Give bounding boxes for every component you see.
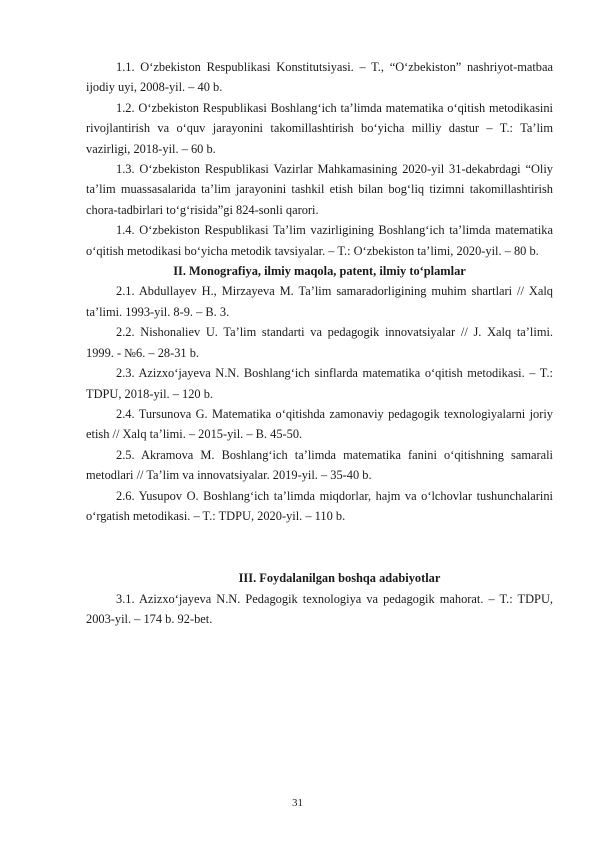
reference-entry-2-4: 2.4. Tursunova G. Matematika o‘qitishda zamonaviy pedagogik texnologiyalarni joriy etish // Xalq ta’limi. – 2015-yil. – B. 45-50. — [86, 406, 553, 442]
reference-entry-1-4: 1.4. O‘zbekiston Respublikasi Ta’lim vazirligining Boshlang‘ich ta’limda matematika o‘qitish metodikasi bo‘yicha metodik tavsiyalar. – T.: O‘zbekiston ta’limi, 2020-yil. – 80 b. — [86, 223, 553, 258]
reference-entry-2-3: 2.3. Azizxo‘jayeva N.N. Boshlang‘ich sinflarda matematika o‘qitish metodikasi. – T.: TDPU, 2018-yil. – 120 b. — [86, 366, 553, 401]
reference-list — [86, 57, 553, 630]
page-number: 31 — [292, 797, 303, 809]
reference-entry-3-1: 3.1. Azizxo‘jayeva N.N. Pedagogik texnologiya va pedagogik mahorat. – T.: TDPU, 2003-yil. – 174 b. 92-bet. — [86, 591, 553, 627]
reference-entry-2-2: 2.2. Nishonaliev U. Ta’lim standarti va pedagogik innovatsiyalar // J. Xalq ta’limi. 1999. - №6. – 28-31 b. — [86, 325, 553, 360]
section-heading-2: II. Monografiya, ilmiy maqola, patent, ilmiy to‘plamlar — [173, 264, 466, 279]
reference-entry-1-1: 1.1. O‘zbekiston Respublikasi Konstitutsiyasi. – T., “O‘zbekiston” nashriyot-matbaa ijodiy uyi, 2008-yil. – 40 b. — [86, 60, 553, 95]
section-heading-3: III. Foydalanilgan boshqa adabiyotlar — [238, 571, 441, 586]
reference-entry-2-1: 2.1. Abdullayev H., Mirzayeva M. Ta’lim samaradorligining muhim shartlari // Xalq ta’limi. 1993-yil. 8-9. – B. 3. — [86, 284, 553, 319]
reference-entry-2-6: 2.6. Yusupov O. Boshlang‘ich ta’limda miqdorlar, hajm va o‘lchovlar tushunchalarini o‘rgatish metodikasi. – T.: TDPU, 2020-yil. – 110 b. — [86, 488, 553, 523]
reference-entry-1-2: 1.2. O‘zbekiston Respublikasi Boshlang‘ich ta’limda matematika o‘qitish metodikasini rivojlantirish va o‘quv jarayonini takomillashtirish bo‘yicha milliy dastur – T.: Ta’lim vazirligi, 2018-yil. – 60 b. — [86, 100, 553, 156]
reference-entry-1-3: 1.3. O‘zbekiston Respublikasi Vazirlar Mahkamasining 2020-yil 31-dekabrdagi “Oliy ta’lim muassasalarida ta’lim jarayonini tashkil etish bilan bog‘liq tizimni takomillashtirish chora-tadbirlari to‘g‘risida”gi 824-sonli qarori. — [86, 162, 553, 217]
reference-entry-2-5: 2.5. Akramova M. Boshlang‘ich ta’limda matematika fanini o‘qitishning samarali metodlari // Ta’lim va innovatsiyalar. 2019-yil. – 35-40 b. — [86, 447, 553, 483]
